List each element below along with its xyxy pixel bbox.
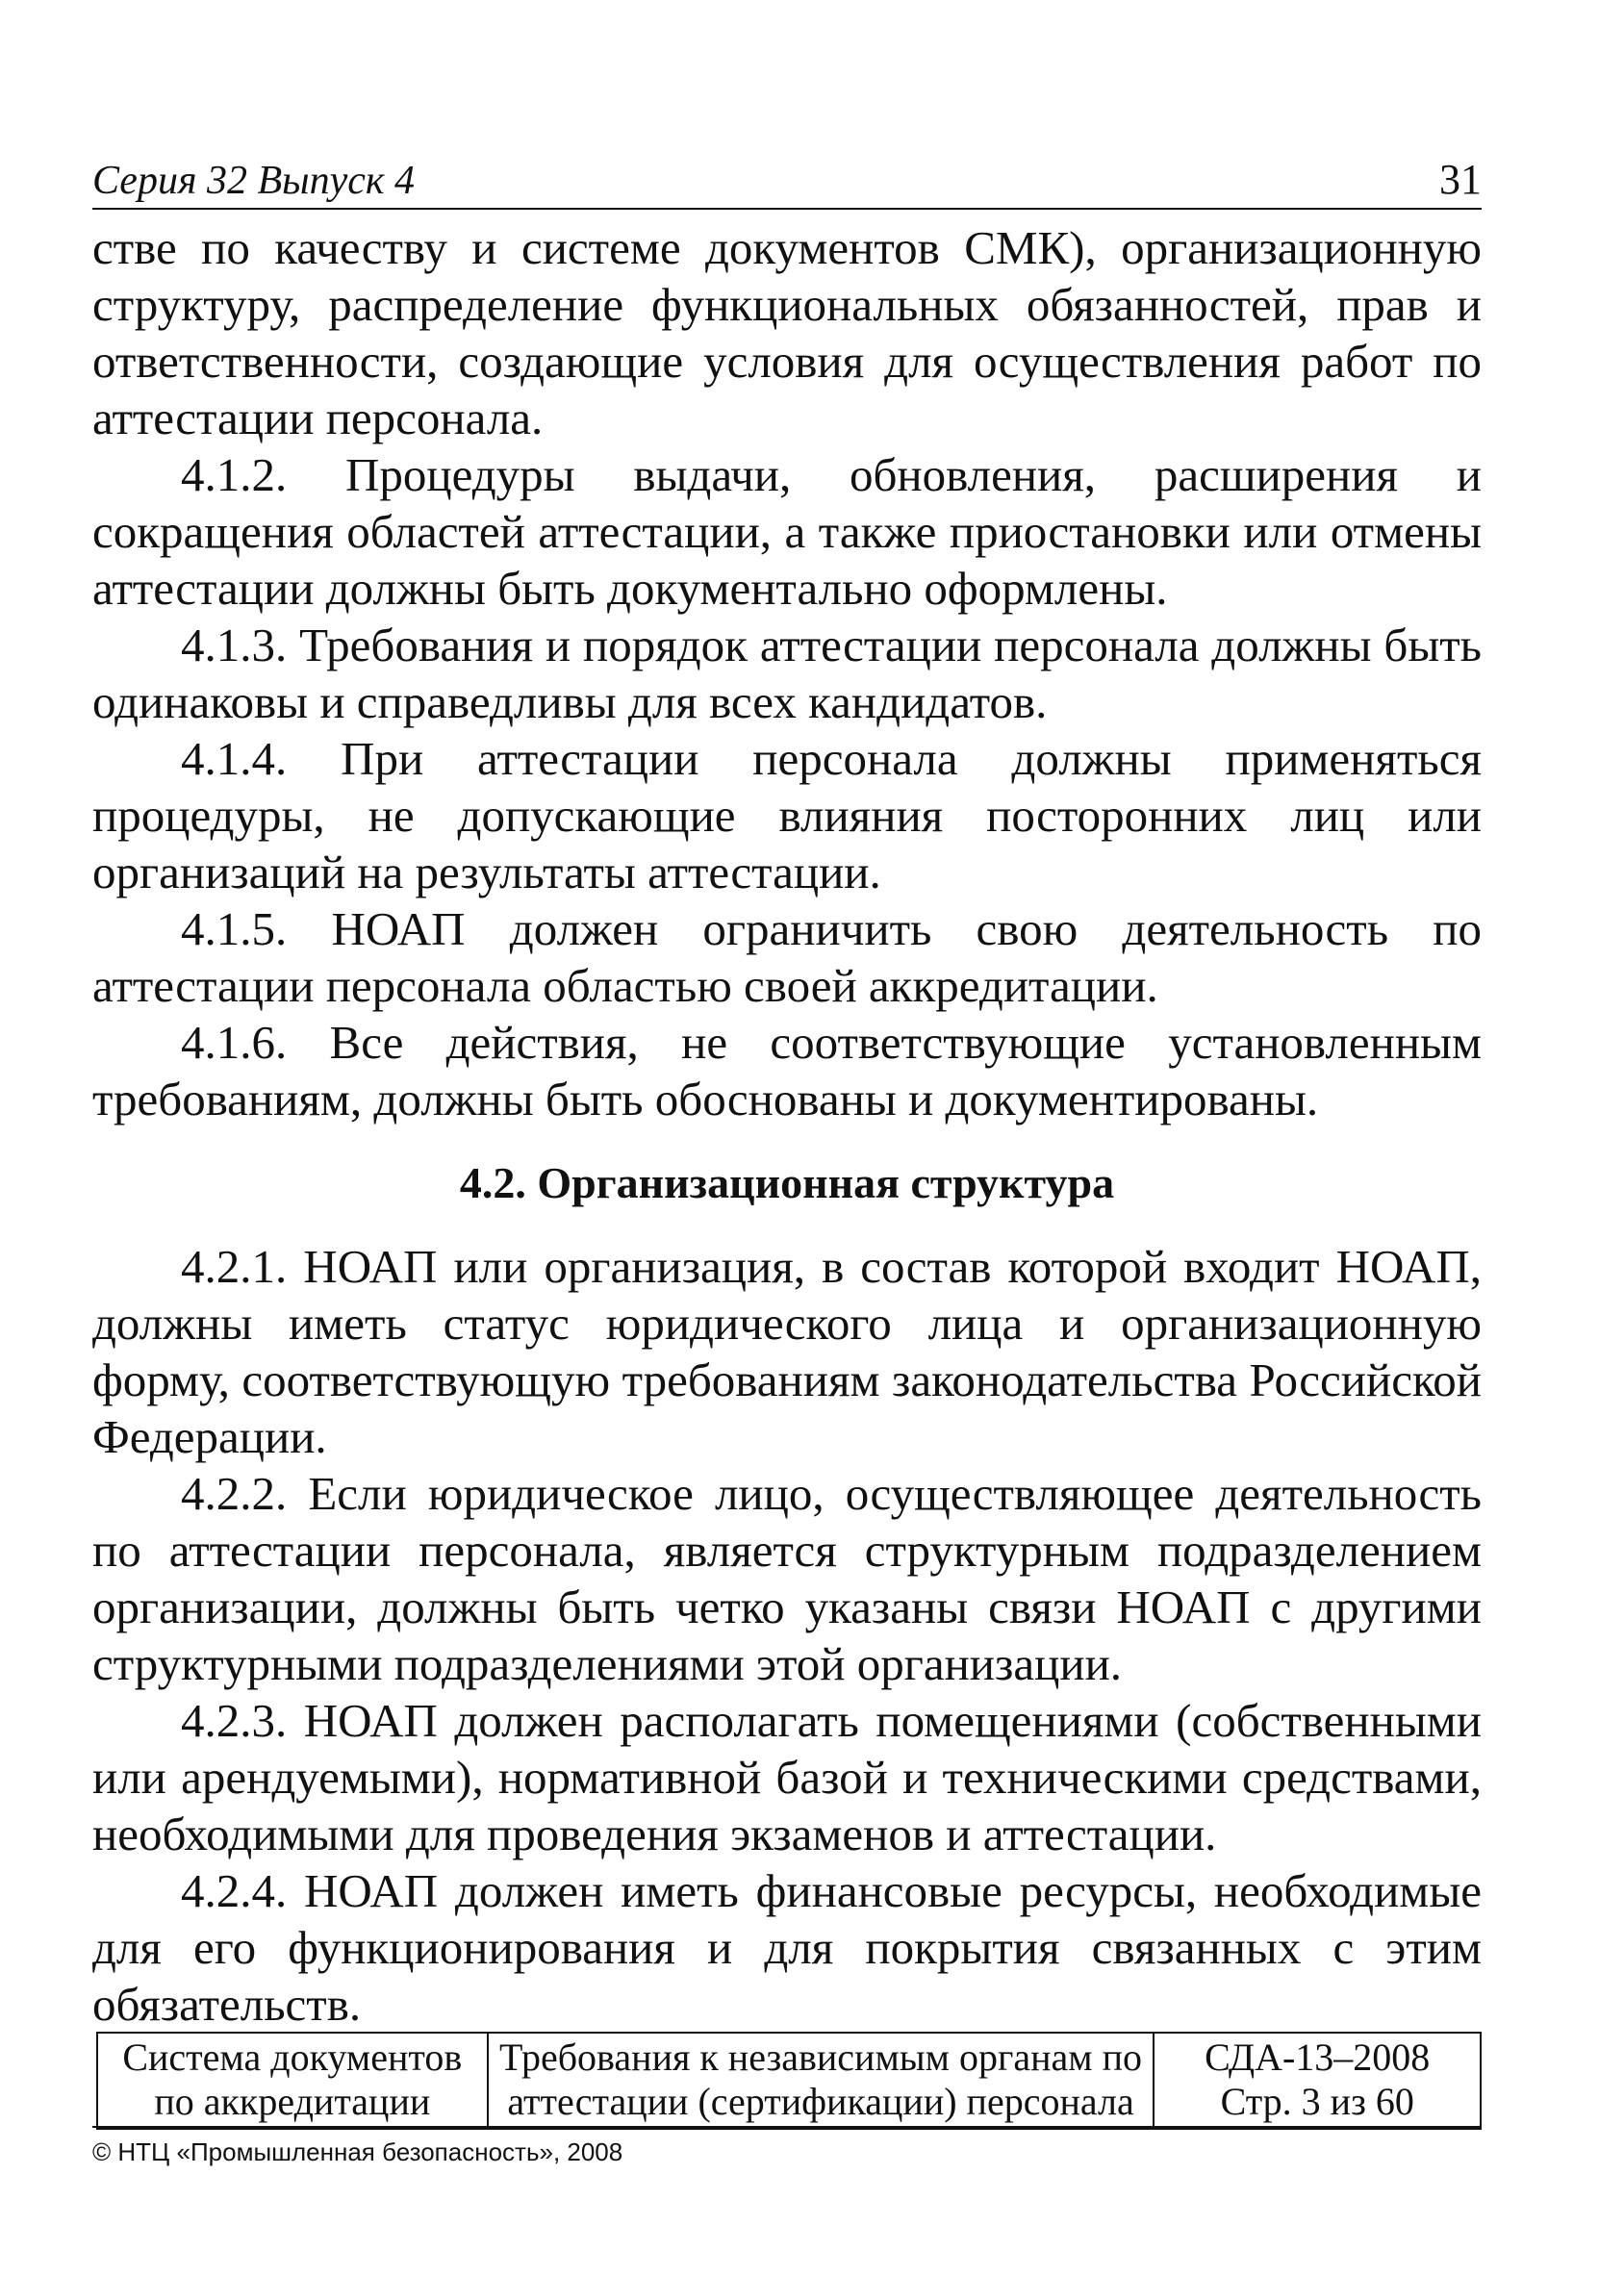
paragraph: 4.1.5. НОАП должен ограничить свою деятельность по аттестации персонала областью своей аккредитации. [92,902,1482,1012]
page-number: 31 [1439,156,1482,203]
table-cell-code [1154,2033,1481,2129]
paragraph: стве по качеству и системе документов СМК), организационную структуру, распределение функциональных обязанностей, прав и ответственности, создающие условия для осуществления работ по аттестации персонала. [92,221,1482,444]
page-body [92,219,1482,2033]
paragraph: 4.1.4. При аттестации персонала должны применяться процедуры, не допускающие влияния посторонних лиц или организаций на результаты аттестации. [92,732,1482,898]
paragraph: 4.1.2. Процедуры выдачи, обновления, расширения и сокращения областей аттестации, а также приостановки или отмены аттестации должны быть документально оформлены. [92,448,1482,615]
title-line-2: аттестации (сертификации) персонала [507,2080,1134,2123]
title-line-1: Требования к независимым органам по [499,2036,1142,2079]
table-cell-title [488,2033,1155,2129]
copyright-text: © НТЦ «Промышленная безопасность», 2008 [92,2137,623,2166]
document-code: СДА-13–2008 [1205,2036,1431,2079]
paragraph: 4.2.3. НОАП должен располагать помещениями (собственными или арендуемыми), нормативной базой и техническими средствами, необходимыми для проведения экзаменов и аттестации. [92,1694,1482,1860]
footer-divider [92,2126,1482,2128]
paragraph: 4.1.6. Все действия, не соответствующие установленным требованиям, должны быть обоснованы и документированы. [92,1016,1482,1125]
paragraph: 4.2.1. НОАП или организация, в состав которой входит НОАП, должны иметь статус юридического лица и организационную форму, соответствующую требованиям законодательства Российской Федерации. [92,1240,1482,1463]
table-cell-system [97,2033,488,2129]
table-row [97,2033,1481,2129]
section-heading: 4.2. Организационная структура [459,1158,1115,1207]
paragraphs-section-4-1 [92,219,1482,1127]
paragraph: 4.2.4. НОАП должен иметь финансовые ресурсы, необходимые для его функционирования и для покрытия связанных с этим обязательств. [92,1864,1482,2031]
paragraphs-section-4-2 [92,1238,1482,2033]
document-page: Стр. 3 из 60 [1220,2080,1414,2123]
running-header [92,144,1482,210]
paragraph: 4.1.3. Требования и порядок аттестации персонала должны быть одинаковы и справедливы для всех кандидатов. [92,619,1482,728]
series-label: Серия 32 Выпуск 4 [92,159,415,203]
document-info-table [96,2032,1482,2130]
system-line-2: по аккредитации [154,2080,431,2123]
paragraph: 4.2.2. Если юридическое лицо, осуществляющее деятельность по аттестации персонала, является структурным подразделением организации, должны быть четко указаны связи НОАП с другими структурными подразделениями этой организации. [92,1467,1482,1690]
system-line-1: Система документов [122,2036,463,2079]
